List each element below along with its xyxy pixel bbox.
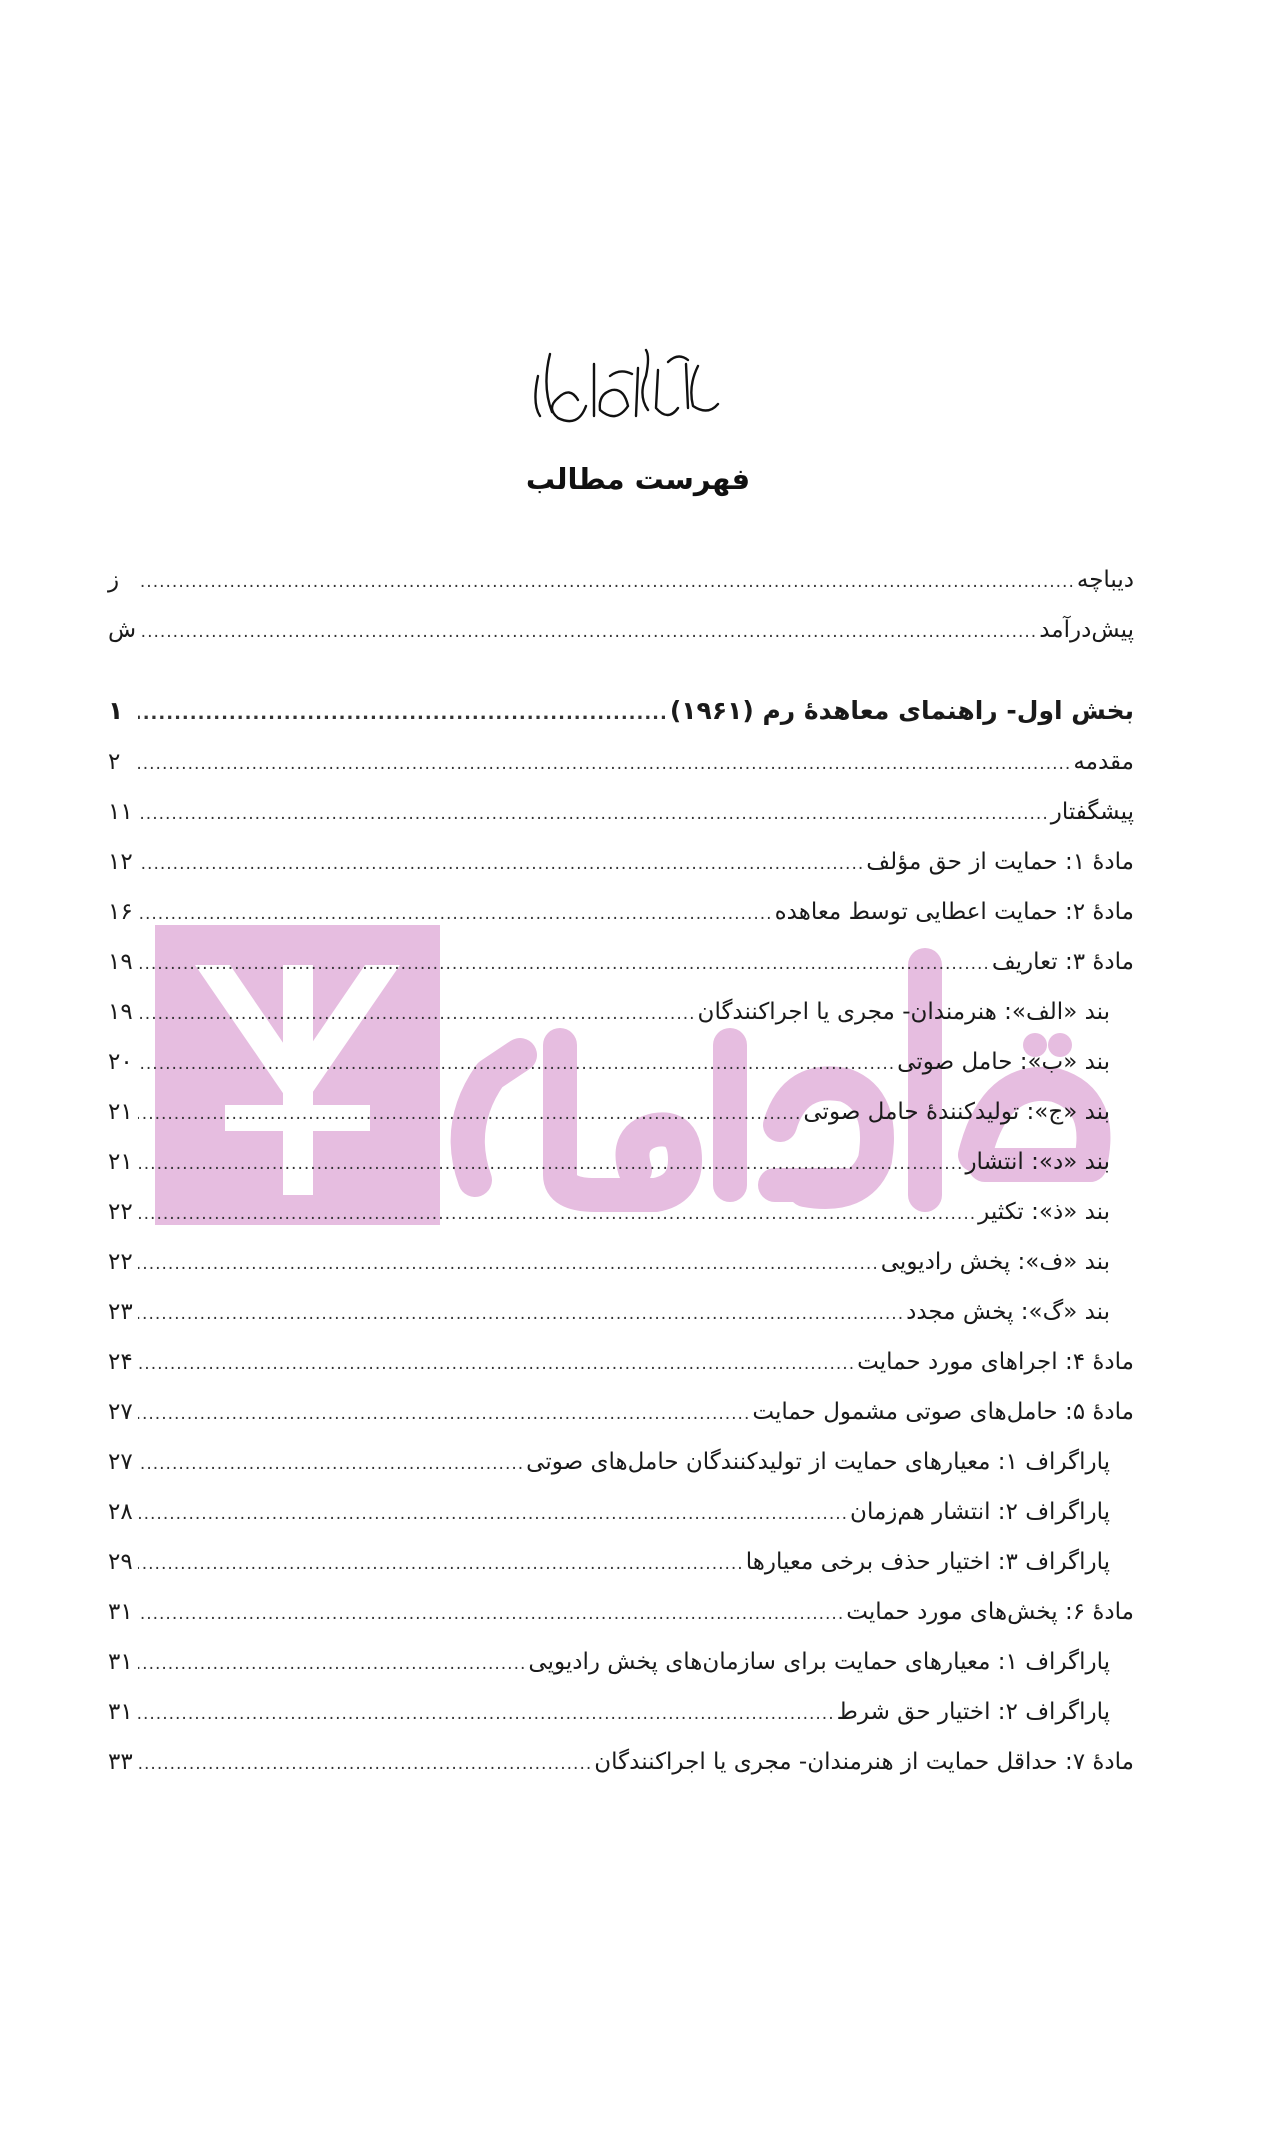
toc-entry-label: پیشگفتار [1050, 799, 1134, 825]
toc-page-number: ۳۱ [108, 1599, 133, 1625]
toc-entry[interactable] [108, 1287, 1134, 1337]
toc-entry-label: بند «گ»: پخش مجدد [906, 1299, 1110, 1325]
toc-entry-label: پاراگراف ۲: اختیار حق شرط [836, 1699, 1110, 1725]
basmala-calligraphy [528, 346, 728, 436]
toc-entry[interactable] [108, 1687, 1134, 1737]
dot-leader [138, 607, 1039, 657]
toc-entry-label: مادۀ ۳: تعاریف [991, 949, 1134, 975]
toc-entry-label: بند «ج»: تولیدکنندۀ حامل صوتی [803, 1099, 1110, 1125]
toc-entry-label: بند «ف»: پخش رادیویی [880, 1249, 1110, 1275]
dot-leader [138, 1289, 906, 1339]
table-of-contents [108, 555, 1134, 1787]
toc-page-number: ۱۲ [108, 849, 133, 875]
section-gap [108, 655, 1134, 685]
toc-entry-label: پاراگراف ۲: انتشار هم‌زمان [850, 1499, 1110, 1525]
toc-page-number: ۲۳ [108, 1299, 133, 1325]
dot-leader [138, 1639, 528, 1689]
toc-entry-label: مادۀ ۴: اجراهای مورد حمایت [857, 1349, 1134, 1375]
toc-part-label: بخش اول- راهنمای معاهدۀ رم (۱۹۶۱) [669, 696, 1134, 725]
toc-entry-label: مقدمه [1073, 749, 1134, 775]
toc-entry-label: مادۀ ۵: حامل‌های صوتی مشمول حمایت [752, 1399, 1134, 1425]
dot-leader [138, 688, 670, 740]
toc-entry-label: پیش‌درآمد [1039, 617, 1134, 643]
toc-entry[interactable] [108, 1387, 1134, 1437]
toc-entry-label: پاراگراف ۳: اختیار حذف برخی معیارها [745, 1549, 1110, 1575]
dot-leader [138, 1339, 857, 1389]
toc-entry[interactable] [108, 1737, 1134, 1787]
toc-entry-label: پاراگراف ۱: معیارهای حمایت از تولیدکنندگان حامل‌های صوتی [526, 1449, 1110, 1475]
toc-entry-label: بند «الف»: هنرمندان- مجری یا اجراکنندگان [697, 999, 1110, 1025]
toc-page-number: ۲۷ [108, 1449, 133, 1475]
toc-entry-label: دیباچه [1076, 567, 1134, 593]
toc-page-number: ۲۲ [108, 1199, 133, 1225]
toc-entry[interactable] [108, 987, 1134, 1037]
toc-entry-label: بند «ذ»: تکثیر [978, 1199, 1110, 1225]
toc-entry-label: مادۀ ۱: حمایت از حق مؤلف [866, 849, 1134, 875]
toc-entry[interactable] [108, 937, 1134, 987]
dot-leader [138, 1439, 526, 1489]
toc-entry[interactable] [108, 1087, 1134, 1137]
dot-leader [138, 889, 775, 939]
dot-leader [138, 1689, 837, 1739]
toc-page-number: ۳۳ [108, 1749, 133, 1775]
toc-page-number: ۱۱ [108, 799, 133, 825]
toc-entry[interactable] [108, 555, 1134, 605]
toc-page-number: ۱۹ [108, 999, 133, 1025]
toc-entry-label: مادۀ ۲: حمایت اعطایی توسط معاهده [774, 899, 1134, 925]
dot-leader [138, 1139, 965, 1189]
toc-entry-label: بند «د»: انتشار [965, 1149, 1110, 1175]
toc-entry[interactable] [108, 1587, 1134, 1637]
toc-entries-list [108, 737, 1134, 1787]
toc-page-number: ۲۴ [108, 1349, 133, 1375]
dot-leader [138, 1739, 594, 1789]
toc-entry[interactable] [108, 1337, 1134, 1387]
toc-entry[interactable] [108, 837, 1134, 887]
toc-page-number: ۲۱ [108, 1099, 133, 1125]
dot-leader [138, 557, 1077, 607]
dot-leader [138, 789, 1051, 839]
toc-page-number: ۱ [108, 696, 124, 725]
dot-leader [138, 1239, 881, 1289]
dot-leader [138, 739, 1073, 789]
toc-entry[interactable] [108, 1537, 1134, 1587]
toc-entry-label: پاراگراف ۱: معیارهای حمایت برای سازمان‌های پخش رادیویی [528, 1649, 1110, 1675]
toc-page-number: ۲ [108, 749, 121, 775]
dot-leader [138, 1039, 897, 1089]
toc-page-number: ۳۱ [108, 1649, 133, 1675]
toc-entry[interactable] [108, 1487, 1134, 1537]
toc-page-number: ۲۲ [108, 1249, 133, 1275]
dot-leader [138, 1189, 978, 1239]
toc-entry[interactable] [108, 1187, 1134, 1237]
toc-page-number: ۲۹ [108, 1549, 133, 1575]
toc-entry-label: مادۀ ۶: پخش‌های مورد حمایت [846, 1599, 1134, 1625]
toc-entry[interactable] [108, 1237, 1134, 1287]
toc-entry[interactable] [108, 737, 1134, 787]
toc-entry[interactable] [108, 787, 1134, 837]
toc-page-number: ز [108, 567, 120, 593]
toc-page-number: ۱۶ [108, 899, 133, 925]
toc-part-heading[interactable] [108, 685, 1134, 737]
toc-entry[interactable] [108, 1437, 1134, 1487]
toc-page-number: ۳۱ [108, 1699, 133, 1725]
dot-leader [138, 1089, 803, 1139]
dot-leader [138, 1539, 746, 1589]
toc-page-number: ۱۹ [108, 949, 133, 975]
toc-entry[interactable] [108, 1137, 1134, 1187]
dot-leader [138, 989, 698, 1039]
toc-page-number: ۲۸ [108, 1499, 133, 1525]
toc-entry-label: مادۀ ۷: حداقل حمایت از هنرمندان- مجری یا اجراکنندگان [594, 1749, 1134, 1775]
dot-leader [138, 1489, 850, 1539]
toc-page-number: ۲۰ [108, 1049, 133, 1075]
toc-page-number: ۲۷ [108, 1399, 133, 1425]
dot-leader [138, 1589, 846, 1639]
toc-page-number: ۲۱ [108, 1149, 133, 1175]
dot-leader [138, 1389, 752, 1439]
toc-entry-label: بند «ب»: حامل صوتی [897, 1049, 1110, 1075]
dot-leader [138, 939, 992, 989]
toc-entry[interactable] [108, 1637, 1134, 1687]
toc-entry[interactable] [108, 887, 1134, 937]
dot-leader [138, 839, 866, 889]
toc-entry[interactable] [108, 605, 1134, 655]
page-title: فهرست مطالب [525, 462, 751, 496]
toc-page-number: ش [108, 617, 137, 643]
toc-entry[interactable] [108, 1037, 1134, 1087]
